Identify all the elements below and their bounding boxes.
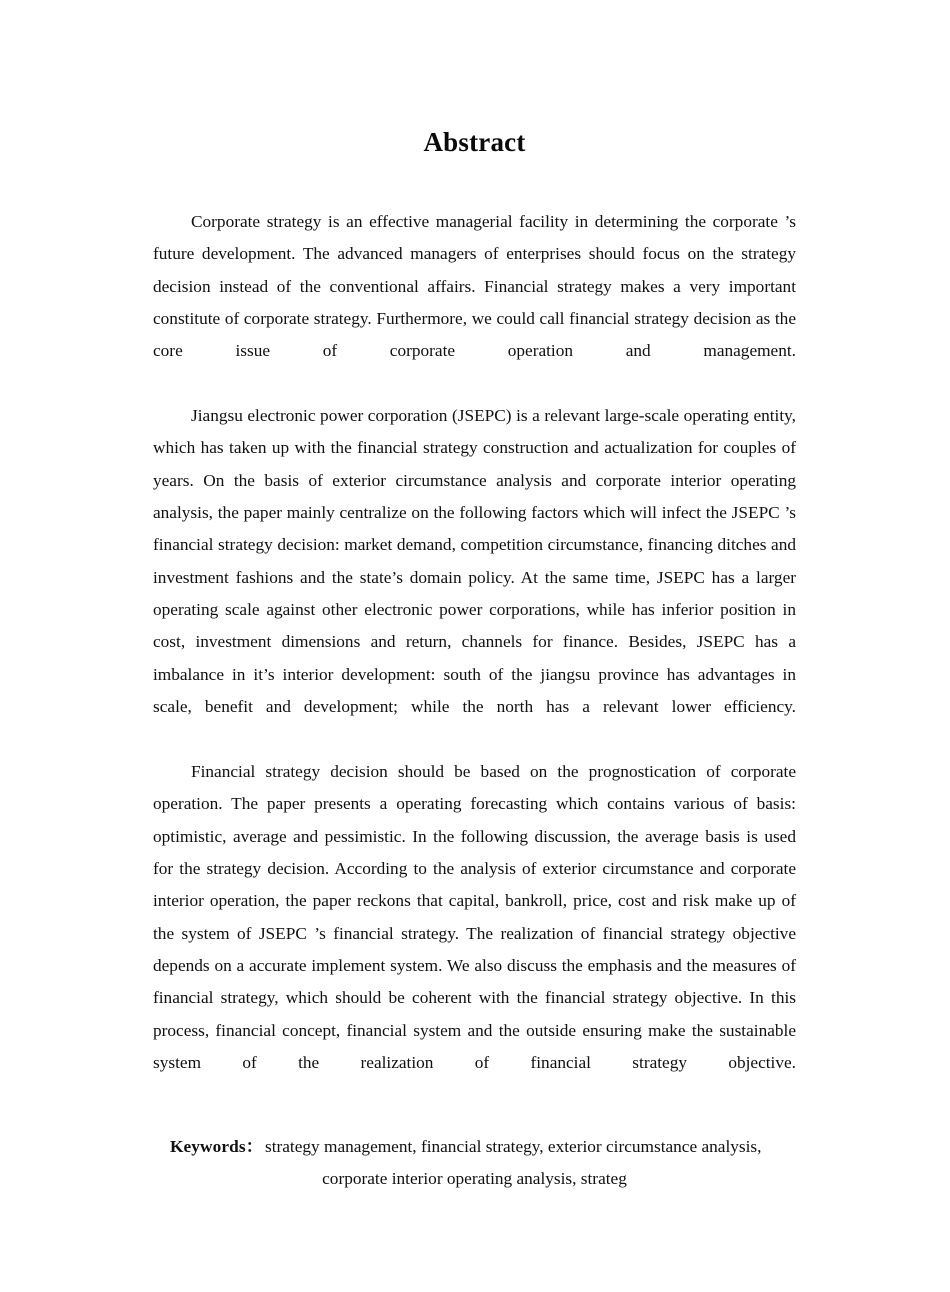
abstract-paragraph-3: Financial strategy decision should be based on the prognostication of corporate operation. The paper presents a operating forecasting which contains various of basis: optimistic, average and pessimistic. In the following discussion, the average basis is used for the strategy decision. According to the analysis of exterior circumstance and corporate interior operation, the paper reckons that capital, bankroll, price, cost and risk make up of the system of JSEPC ’s financial strategy. The realization of financial strategy objective depends on a accurate implement system. We also discuss the emphasis and the measures of financial strategy, which should be coherent with the financial strategy objective. In this process, financial concept, financial system and the outside ensuring make the sustainable system of the realization of financial strategy objective. [153, 761, 796, 1072]
keywords-line-1 [153, 1131, 796, 1163]
abstract-paragraph-2: Jiangsu electronic power corporation (JSEPC) is a relevant large-scale operating entity, which has taken up with the financial strategy construction and actualization for couples of years. On the basis of exterior circumstance analysis and corporate interior operating analysis, the paper mainly centralize on the following factors which will infect the JSEPC ’s financial strategy decision: market demand, competition circumstance, financing ditches and investment fashions and the state’s domain policy. At the same time, JSEPC has a larger operating scale against other electronic power corporations, while has inferior position in cost, investment dimensions and return, channels for finance. Besides, JSEPC has a imbalance in it’s interior development: south of the jiangsu province has advantages in scale, benefit and development; while the north has a relevant lower efficiency. [153, 406, 796, 717]
keywords-colon: ： [245, 1136, 263, 1156]
keywords-values-line-1: strategy management, financial strategy, exterior circumstance analysis, [264, 1136, 762, 1156]
page-content [153, 0, 796, 1195]
keywords-label: Keywords [170, 1136, 246, 1156]
abstract-paragraph-1: Corporate strategy is an effective managerial facility in determining the corporate ’s future development. The advanced managers of enterprises should focus on the strategy decision instead of the conventional affairs. Financial strategy makes a very important constitute of corporate strategy. Furthermore, we could call financial strategy decision as the core issue of corporate operation and management. [153, 212, 796, 361]
page-title: Abstract [423, 127, 526, 157]
keywords-values-line-2: corporate interior operating analysis, strateg [322, 1168, 627, 1188]
abstract-body [153, 206, 796, 1112]
keywords-section [153, 1131, 796, 1195]
